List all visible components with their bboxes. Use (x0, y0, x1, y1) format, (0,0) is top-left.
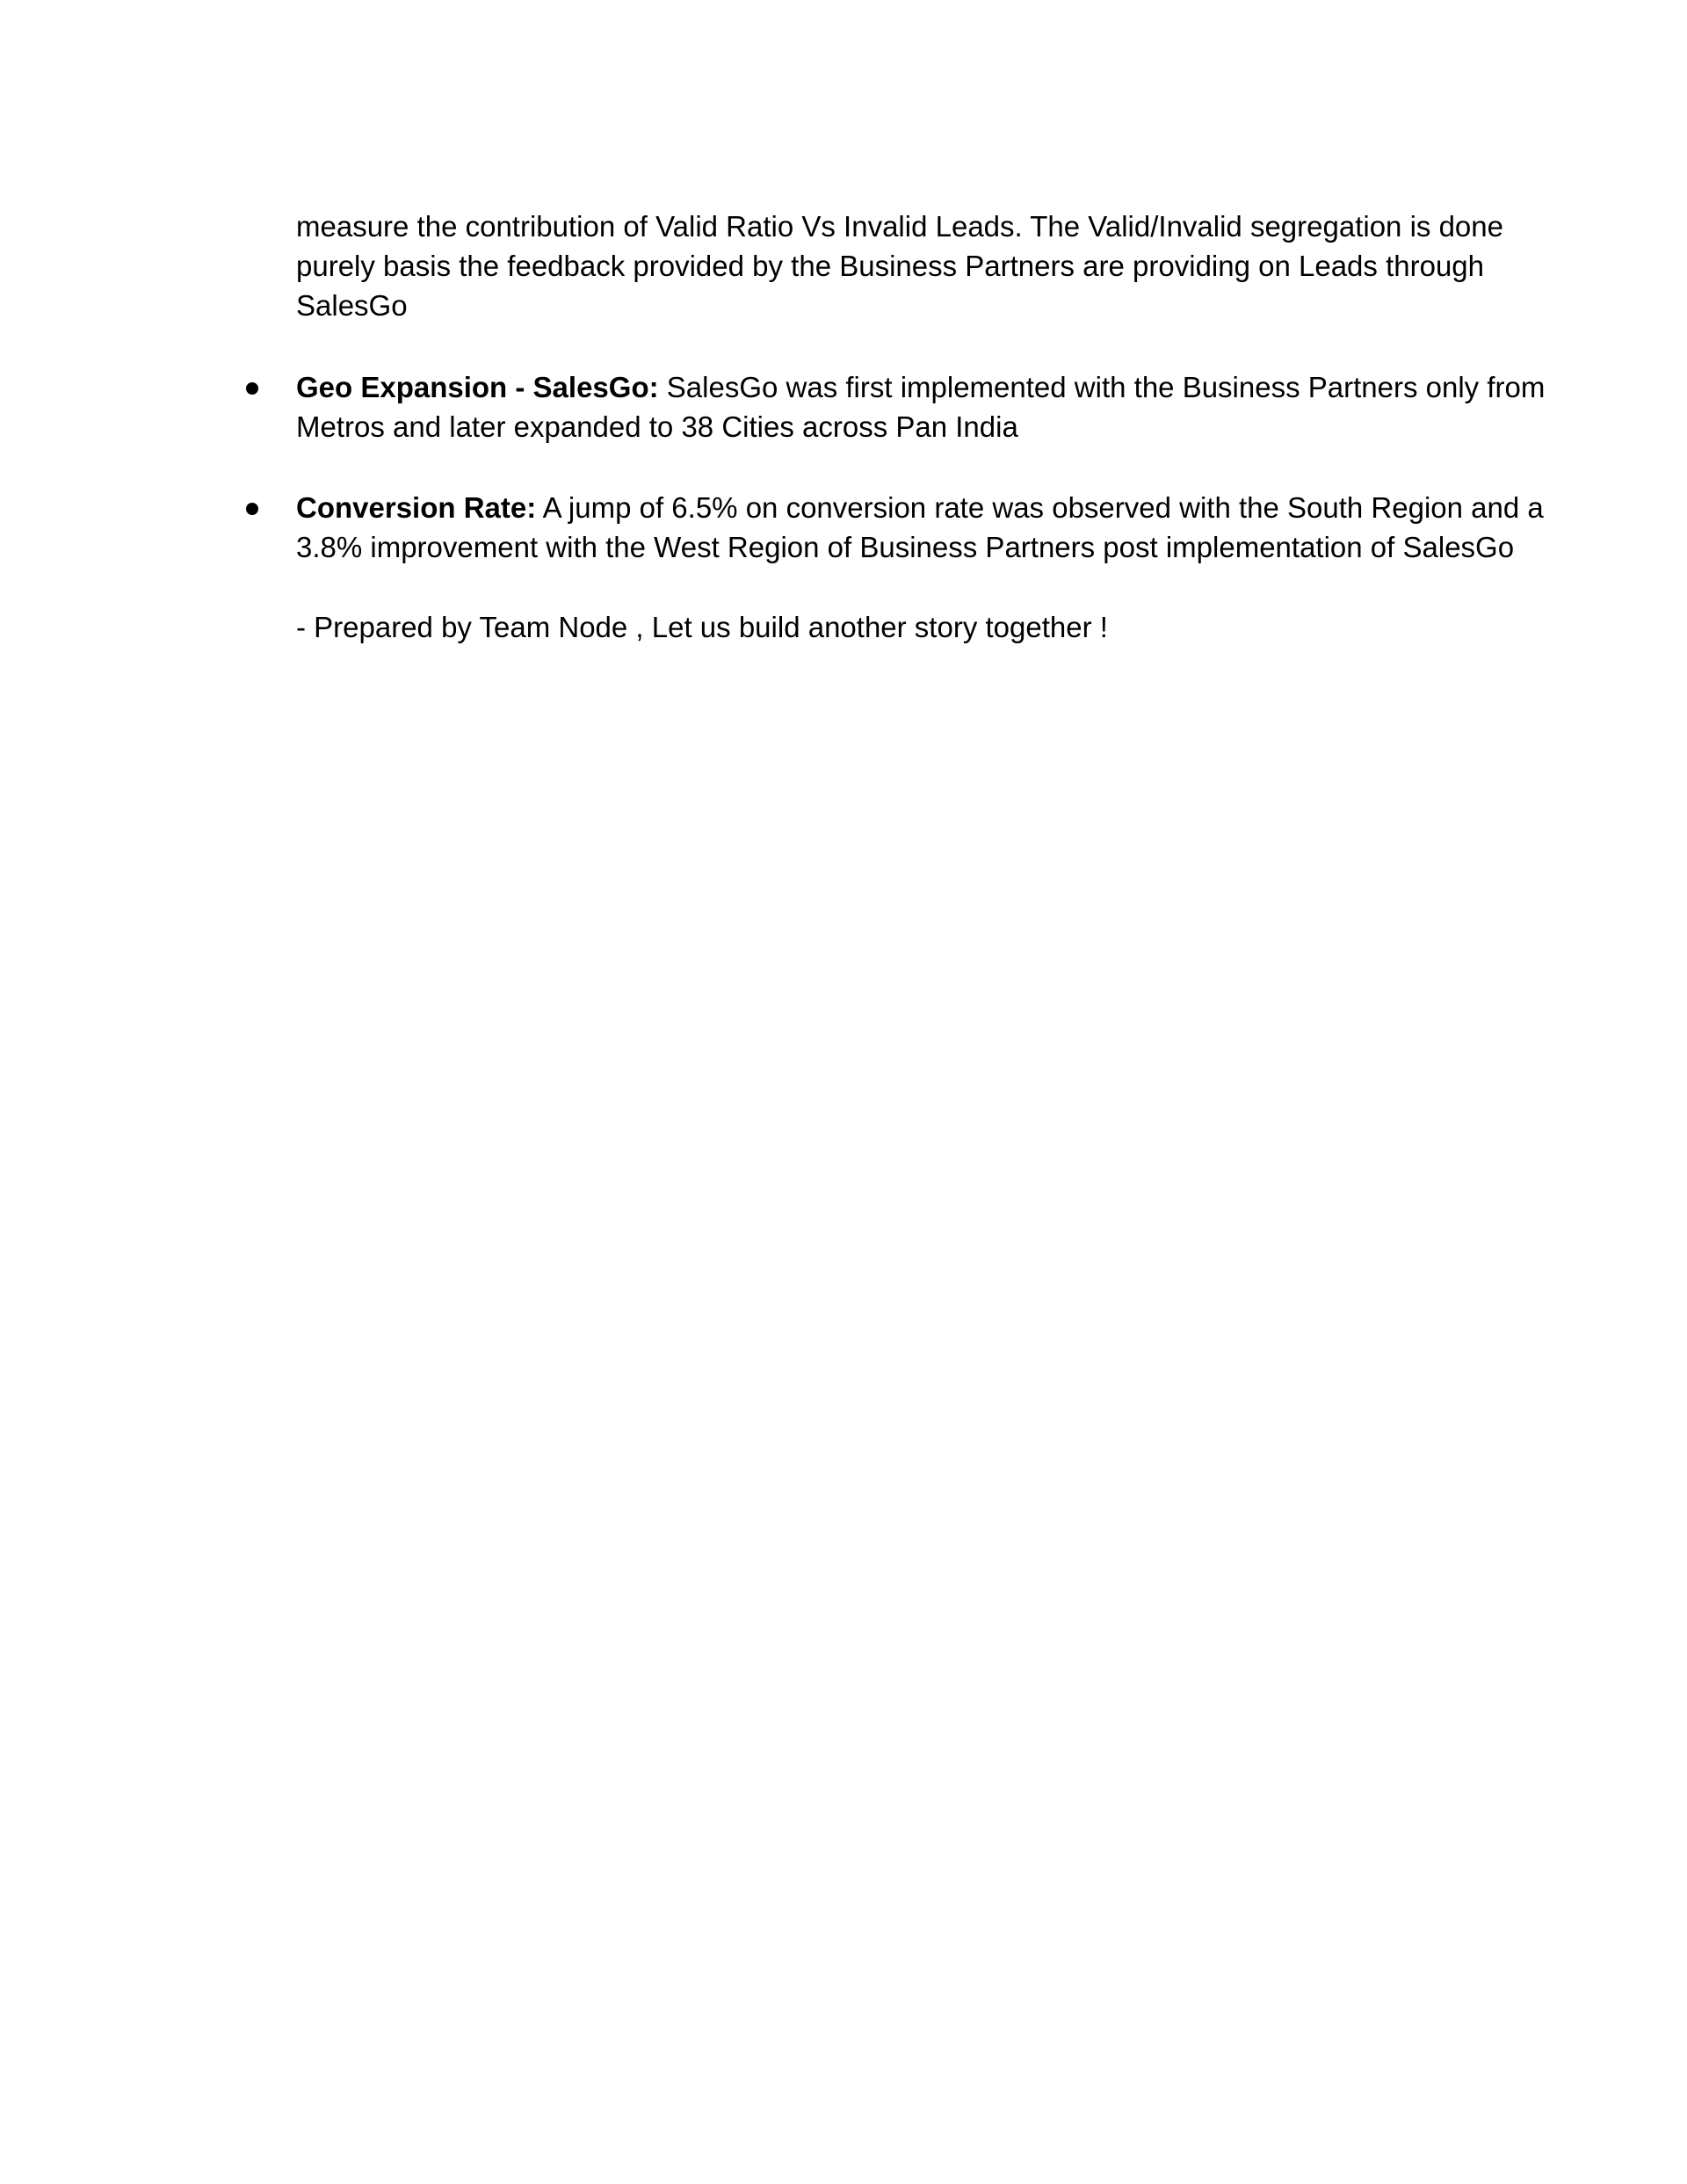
bullet-heading: Geo Expansion - SalesGo: (296, 371, 659, 403)
bullet-item-geo-expansion (296, 367, 1546, 446)
bullet-icon (246, 503, 258, 515)
bullet-text: A jump of 6.5% on conversion rate was observed with the South Region and a (536, 491, 1544, 524)
bullet-line (296, 488, 1544, 527)
paragraph-line: SalesGo (296, 289, 408, 322)
bullet-line: 3.8% improvement with the West Region of Business Partners post implementation of SalesGo (296, 531, 1515, 563)
bullet-icon (246, 382, 258, 395)
paragraph-line: measure the contribution of Valid Ratio Vs Invalid Leads. The Valid/Invalid segregation is done (296, 210, 1503, 243)
bullet-heading: Conversion Rate: (296, 491, 537, 524)
bullet-line: Metros and later expanded to 38 Cities across Pan India (296, 410, 1018, 443)
closing-line: - Prepared by Team Node , Let us build another story together ! (296, 611, 1108, 643)
bullet-line (296, 367, 1546, 407)
bullet-item-conversion-rate (296, 488, 1544, 567)
paragraph-line: purely basis the feedback provided by the Business Partners are providing on Leads through (296, 250, 1485, 282)
closing-signature (296, 607, 1473, 647)
continued-paragraph (296, 207, 1503, 325)
bullet-text: SalesGo was first implemented with the Business Partners only from (658, 371, 1546, 403)
